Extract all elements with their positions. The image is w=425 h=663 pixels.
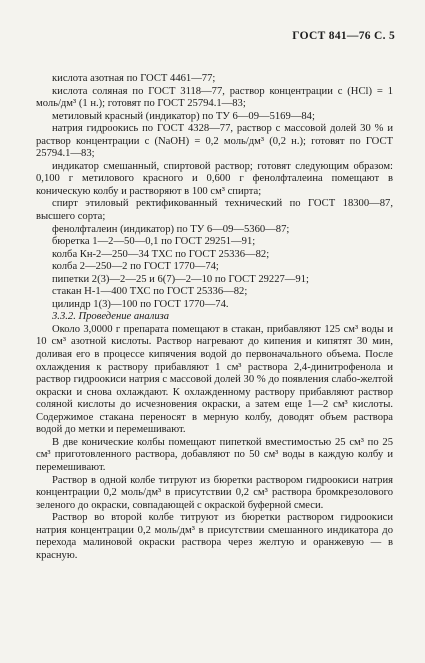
reagent-hydrochloric-acid: кислота соляная по ГОСТ 3118—77, раствор концентрации c (HCl) = 1 моль/дм³ (1 н.); готовят по ГОСТ 25794.1—83; xyxy=(36,85,393,110)
equipment-flask-kn: колба Кн-2—250—34 ТХС по ГОСТ 25336—82; xyxy=(52,248,270,260)
reagent-nitric-acid: кислота азотная по ГОСТ 4461—77; xyxy=(52,73,216,84)
reagent-sodium-hydroxide: натрия гидроокись по ГОСТ 4328—77, раствор с массовой долей 30 % и раствор концентрации c (NaOH) = 0,2 моль/дм³ (0,2 н.); готовят по ГОСТ 25794.1—83; xyxy=(36,123,393,160)
document-body xyxy=(36,73,393,562)
equipment-pipettes: пипетки 2(3)—2—25 и 6(7)—2—10 по ГОСТ 29227—91; xyxy=(52,273,309,285)
reagent-mixed-indicator: индикатор смешанный, спиртовой раствор; готовят следующим образом: 0,100 г метилового красного и 0,600 г фенолфталеина помещают в коническую колбу и растворяют в 100 см³ спирта; xyxy=(36,160,393,197)
procedure-paragraph-3: Раствор в одной колбе титруют из бюретки раствором гидроокиси натрия концентрации 0,2 моль/дм³ в присутствии 0,2 см³ раствора бромкрезолового зеленого до окраски, совпадающей с окраской буферной смеси. xyxy=(36,474,393,511)
page-header: ГОСТ 841—76 С. 5 xyxy=(292,30,395,42)
reagent-methyl-red: метиловый красный (индикатор) по ТУ 6—09—5169—84; xyxy=(52,110,315,122)
reagent-ethyl-alcohol: спирт этиловый ректификованный технический по ГОСТ 18300—87, высшего сорта; xyxy=(36,198,393,223)
equipment-burette: бюретка 1—2—50—0,1 по ГОСТ 29251—91; xyxy=(52,236,256,248)
equipment-cylinder: цилиндр 1(3)—100 по ГОСТ 1770—74. xyxy=(52,298,229,310)
reagent-phenolphthalein: фенолфталеин (индикатор) по ТУ 6—09—5360—87; xyxy=(52,223,290,235)
equipment-flask-volumetric: колба 2—250—2 по ГОСТ 1770—74; xyxy=(52,261,219,273)
procedure-paragraph-2: В две конические колбы помещают пипеткой вместимостью 25 см³ по 25 см³ приготовленного раствора, добавляют по 50 см³ воды в каждую колбу и перемешивают. xyxy=(36,436,393,473)
section-heading: 3.3.2. Проведение анализа xyxy=(52,311,170,323)
procedure-paragraph-1: Около 3,0000 г препарата помещают в стакан, прибавляют 125 см³ воды и 10 см³ азотной кислоты. Раствор нагревают до кипения и кипятят 30 мин, доливая его в процессе кипячения водой до первоначального объема. После охлаждения к раствору прибавляют 1 см³ раствора 2,4-динитрофенола и раствор гидроокиси натрия с массовой долей 30 % до появления слабо-желтой окраски и снова охлаждают. К охлажденному раствору прибавляют раствор соляной кислоты до исчезновения окраски, а затем еще 1—2 см³ кислоты. Содержимое стакана переносят в мерную колбу, доводят объем раствора водой до метки и перемешивают. xyxy=(36,323,393,436)
equipment-beaker: стакан Н-1—400 ТХС по ГОСТ 25336—82; xyxy=(52,286,248,298)
procedure-paragraph-4: Раствор во второй колбе титруют из бюретки раствором гидроокиси натрия концентрации 0,2 моль/дм³ в присутствии смешанного индикатора до перехода малиновой окраски раствора через желтую и оранжевую — в красную. xyxy=(36,512,393,561)
